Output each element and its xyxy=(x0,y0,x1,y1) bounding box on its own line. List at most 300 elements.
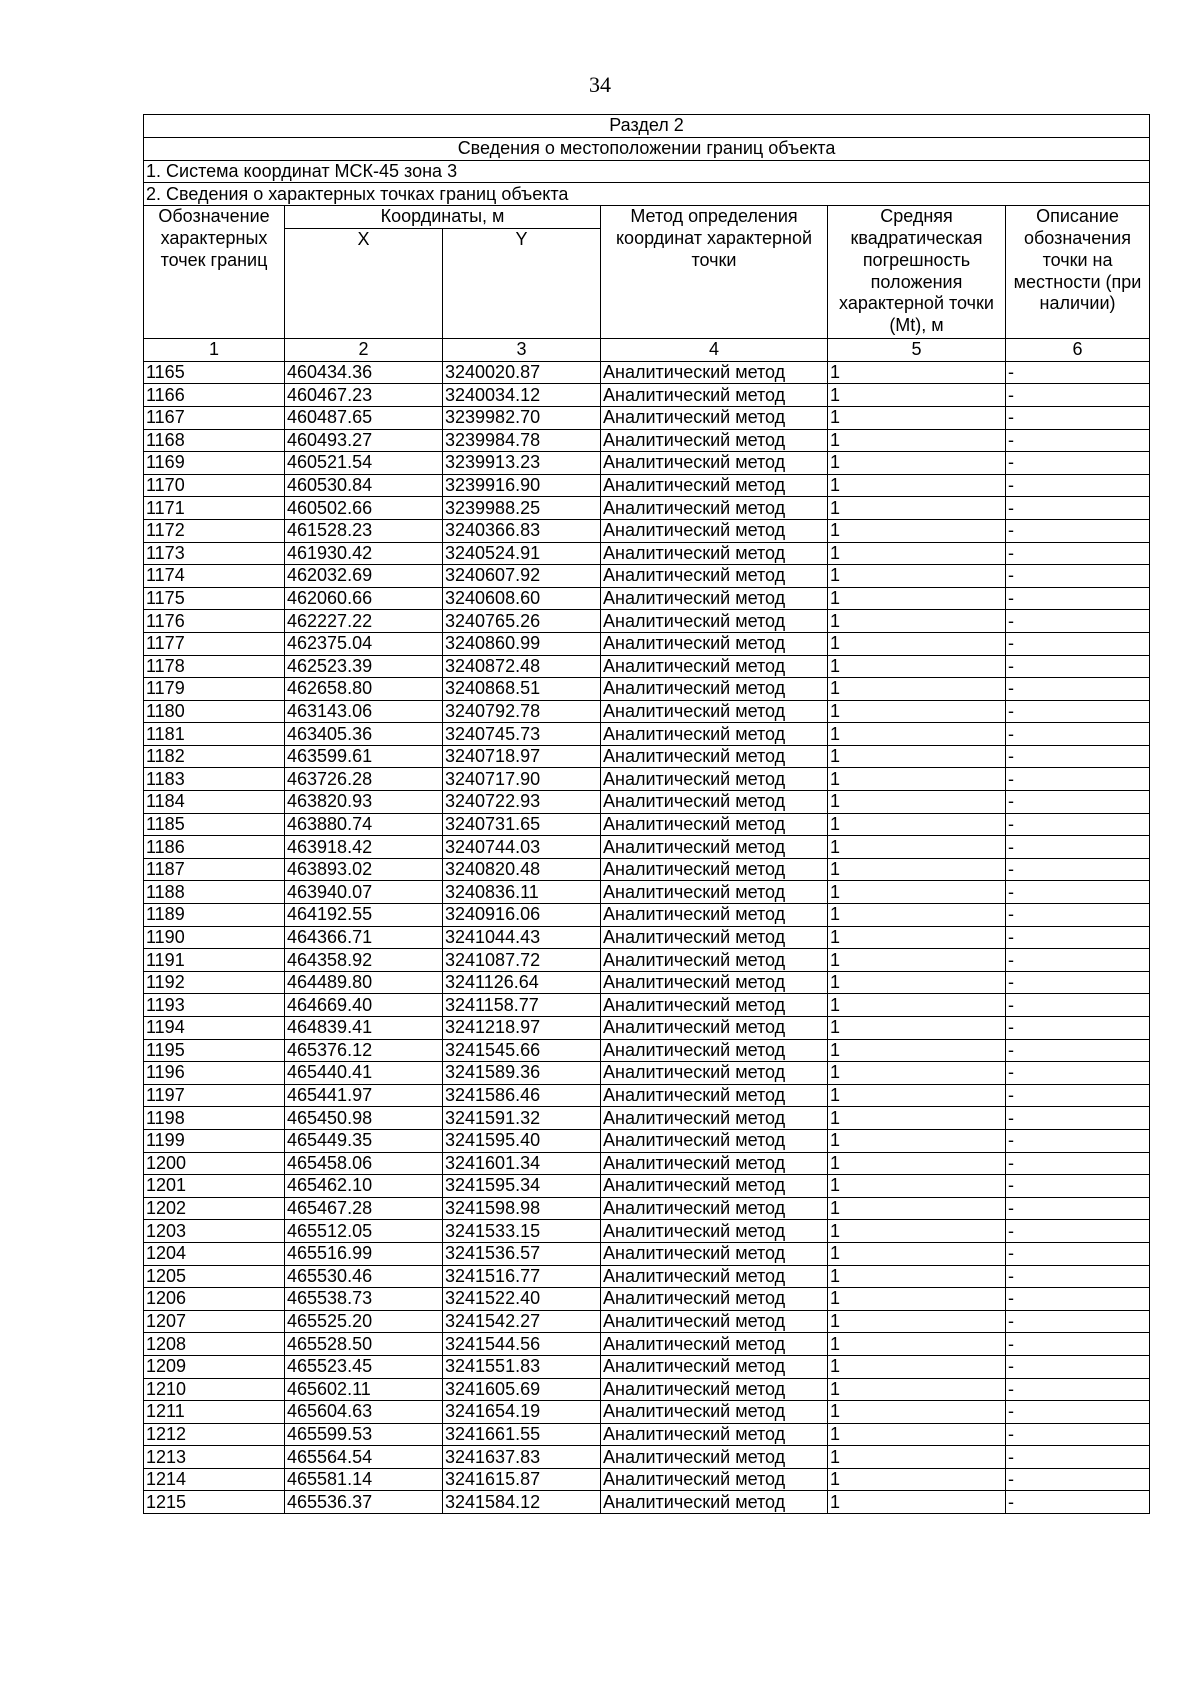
point-id-cell: 1171 xyxy=(144,497,285,520)
table-row xyxy=(144,1401,1150,1424)
header-y: Y xyxy=(443,228,601,338)
error-cell: 1 xyxy=(828,474,1006,497)
header-method: Метод определения координат характерной точки xyxy=(601,206,828,339)
point-id-cell: 1194 xyxy=(144,1017,285,1040)
description-cell: - xyxy=(1006,836,1150,859)
table-row xyxy=(144,836,1150,859)
table-row xyxy=(144,1062,1150,1085)
x-coordinate-cell: 465536.37 xyxy=(285,1491,443,1514)
point-id-cell: 1208 xyxy=(144,1333,285,1356)
y-coordinate-cell: 3241544.56 xyxy=(443,1333,601,1356)
table-row xyxy=(144,474,1150,497)
table-row xyxy=(144,565,1150,588)
y-coordinate-cell: 3240872.48 xyxy=(443,655,601,678)
table-row xyxy=(144,1152,1150,1175)
description-cell: - xyxy=(1006,1446,1150,1469)
x-coordinate-cell: 463880.74 xyxy=(285,813,443,836)
error-cell: 1 xyxy=(828,1288,1006,1311)
table-row xyxy=(144,1220,1150,1243)
method-cell: Аналитический метод xyxy=(601,1265,828,1288)
table-row xyxy=(144,971,1150,994)
y-coordinate-cell: 3241605.69 xyxy=(443,1378,601,1401)
error-cell: 1 xyxy=(828,587,1006,610)
x-coordinate-cell: 465440.41 xyxy=(285,1062,443,1085)
table-row xyxy=(144,678,1150,701)
y-coordinate-cell: 3241545.66 xyxy=(443,1039,601,1062)
point-id-cell: 1172 xyxy=(144,519,285,542)
x-coordinate-cell: 463918.42 xyxy=(285,836,443,859)
y-coordinate-cell: 3240868.51 xyxy=(443,678,601,701)
error-cell: 1 xyxy=(828,1446,1006,1469)
x-coordinate-cell: 465581.14 xyxy=(285,1468,443,1491)
description-cell: - xyxy=(1006,384,1150,407)
point-id-cell: 1191 xyxy=(144,949,285,972)
x-coordinate-cell: 465449.35 xyxy=(285,1129,443,1152)
method-cell: Аналитический метод xyxy=(601,1220,828,1243)
point-id-cell: 1202 xyxy=(144,1197,285,1220)
point-id-cell: 1213 xyxy=(144,1446,285,1469)
column-number: 1 xyxy=(144,338,285,361)
description-cell: - xyxy=(1006,497,1150,520)
method-cell: Аналитический метод xyxy=(601,1378,828,1401)
error-cell: 1 xyxy=(828,632,1006,655)
error-cell: 1 xyxy=(828,836,1006,859)
method-cell: Аналитический метод xyxy=(601,1423,828,1446)
point-id-cell: 1210 xyxy=(144,1378,285,1401)
table-row xyxy=(144,406,1150,429)
table-row xyxy=(144,904,1150,927)
description-cell: - xyxy=(1006,1107,1150,1130)
x-coordinate-cell: 462658.80 xyxy=(285,678,443,701)
x-coordinate-cell: 462375.04 xyxy=(285,632,443,655)
x-coordinate-cell: 462227.22 xyxy=(285,610,443,633)
x-coordinate-cell: 465376.12 xyxy=(285,1039,443,1062)
method-cell: Аналитический метод xyxy=(601,1242,828,1265)
description-cell: - xyxy=(1006,1017,1150,1040)
method-cell: Аналитический метод xyxy=(601,497,828,520)
method-cell: Аналитический метод xyxy=(601,1288,828,1311)
table-row xyxy=(144,1197,1150,1220)
description-cell: - xyxy=(1006,1129,1150,1152)
table-row xyxy=(144,1017,1150,1040)
method-cell: Аналитический метод xyxy=(601,1062,828,1085)
description-cell: - xyxy=(1006,904,1150,927)
description-cell: - xyxy=(1006,1197,1150,1220)
description-cell: - xyxy=(1006,1175,1150,1198)
x-coordinate-cell: 464358.92 xyxy=(285,949,443,972)
method-cell: Аналитический метод xyxy=(601,474,828,497)
error-cell: 1 xyxy=(828,881,1006,904)
y-coordinate-cell: 3241661.55 xyxy=(443,1423,601,1446)
description-cell: - xyxy=(1006,587,1150,610)
y-coordinate-cell: 3241218.97 xyxy=(443,1017,601,1040)
description-cell: - xyxy=(1006,542,1150,565)
description-cell: - xyxy=(1006,700,1150,723)
method-cell: Аналитический метод xyxy=(601,429,828,452)
method-cell: Аналитический метод xyxy=(601,994,828,1017)
table-row xyxy=(144,519,1150,542)
table-row xyxy=(144,1423,1150,1446)
point-id-cell: 1187 xyxy=(144,858,285,881)
point-id-cell: 1189 xyxy=(144,904,285,927)
description-cell: - xyxy=(1006,994,1150,1017)
error-cell: 1 xyxy=(828,519,1006,542)
error-cell: 1 xyxy=(828,1197,1006,1220)
column-number: 6 xyxy=(1006,338,1150,361)
column-numbers-row xyxy=(144,338,1150,361)
point-id-cell: 1199 xyxy=(144,1129,285,1152)
x-coordinate-cell: 465530.46 xyxy=(285,1265,443,1288)
description-cell: - xyxy=(1006,791,1150,814)
y-coordinate-cell: 3239982.70 xyxy=(443,406,601,429)
description-cell: - xyxy=(1006,565,1150,588)
description-cell: - xyxy=(1006,452,1150,475)
x-coordinate-cell: 464489.80 xyxy=(285,971,443,994)
point-id-cell: 1183 xyxy=(144,768,285,791)
y-coordinate-cell: 3240718.97 xyxy=(443,745,601,768)
y-coordinate-cell: 3241126.64 xyxy=(443,971,601,994)
error-cell: 1 xyxy=(828,1084,1006,1107)
point-id-cell: 1193 xyxy=(144,994,285,1017)
y-coordinate-cell: 3240717.90 xyxy=(443,768,601,791)
error-cell: 1 xyxy=(828,858,1006,881)
method-cell: Аналитический метод xyxy=(601,565,828,588)
x-coordinate-cell: 465538.73 xyxy=(285,1288,443,1311)
y-coordinate-cell: 3241589.36 xyxy=(443,1062,601,1085)
y-coordinate-cell: 3241601.34 xyxy=(443,1152,601,1175)
description-cell: - xyxy=(1006,1310,1150,1333)
header-description: Описание обозначения точки на местности (при наличии) xyxy=(1006,206,1150,339)
point-id-cell: 1205 xyxy=(144,1265,285,1288)
method-cell: Аналитический метод xyxy=(601,949,828,972)
x-coordinate-cell: 465458.06 xyxy=(285,1152,443,1175)
table-row xyxy=(144,1310,1150,1333)
method-cell: Аналитический метод xyxy=(601,519,828,542)
x-coordinate-cell: 460521.54 xyxy=(285,452,443,475)
x-coordinate-cell: 461528.23 xyxy=(285,519,443,542)
x-coordinate-cell: 463405.36 xyxy=(285,723,443,746)
method-cell: Аналитический метод xyxy=(601,926,828,949)
description-cell: - xyxy=(1006,632,1150,655)
y-coordinate-cell: 3240607.92 xyxy=(443,565,601,588)
y-coordinate-cell: 3240020.87 xyxy=(443,361,601,384)
point-id-cell: 1181 xyxy=(144,723,285,746)
point-id-cell: 1212 xyxy=(144,1423,285,1446)
point-id-cell: 1211 xyxy=(144,1401,285,1424)
table-row xyxy=(144,1107,1150,1130)
x-coordinate-cell: 465599.53 xyxy=(285,1423,443,1446)
column-number: 5 xyxy=(828,338,1006,361)
point-id-cell: 1204 xyxy=(144,1242,285,1265)
x-coordinate-cell: 460434.36 xyxy=(285,361,443,384)
x-coordinate-cell: 465450.98 xyxy=(285,1107,443,1130)
method-cell: Аналитический метод xyxy=(601,1401,828,1424)
error-cell: 1 xyxy=(828,1107,1006,1130)
x-coordinate-cell: 465604.63 xyxy=(285,1401,443,1424)
y-coordinate-cell: 3239988.25 xyxy=(443,497,601,520)
y-coordinate-cell: 3241598.98 xyxy=(443,1197,601,1220)
point-id-cell: 1201 xyxy=(144,1175,285,1198)
description-cell: - xyxy=(1006,406,1150,429)
description-cell: - xyxy=(1006,1242,1150,1265)
method-cell: Аналитический метод xyxy=(601,700,828,723)
x-coordinate-cell: 460493.27 xyxy=(285,429,443,452)
y-coordinate-cell: 3241586.46 xyxy=(443,1084,601,1107)
error-cell: 1 xyxy=(828,768,1006,791)
point-id-cell: 1184 xyxy=(144,791,285,814)
error-cell: 1 xyxy=(828,565,1006,588)
table-row xyxy=(144,610,1150,633)
method-cell: Аналитический метод xyxy=(601,1107,828,1130)
method-cell: Аналитический метод xyxy=(601,1491,828,1514)
point-id-cell: 1178 xyxy=(144,655,285,678)
point-id-cell: 1209 xyxy=(144,1355,285,1378)
y-coordinate-cell: 3241584.12 xyxy=(443,1491,601,1514)
y-coordinate-cell: 3240792.78 xyxy=(443,700,601,723)
header-x: X xyxy=(285,228,443,338)
description-cell: - xyxy=(1006,1220,1150,1243)
point-id-cell: 1173 xyxy=(144,542,285,565)
error-cell: 1 xyxy=(828,700,1006,723)
table-row xyxy=(144,745,1150,768)
x-coordinate-cell: 464839.41 xyxy=(285,1017,443,1040)
table-row xyxy=(144,1084,1150,1107)
x-coordinate-cell: 460487.65 xyxy=(285,406,443,429)
points-heading: 2. Сведения о характерных точках границ объекта xyxy=(144,183,1150,206)
error-cell: 1 xyxy=(828,1333,1006,1356)
point-id-cell: 1174 xyxy=(144,565,285,588)
table-row xyxy=(144,700,1150,723)
method-cell: Аналитический метод xyxy=(601,1084,828,1107)
method-cell: Аналитический метод xyxy=(601,361,828,384)
y-coordinate-cell: 3240034.12 xyxy=(443,384,601,407)
x-coordinate-cell: 465528.50 xyxy=(285,1333,443,1356)
method-cell: Аналитический метод xyxy=(601,1129,828,1152)
y-coordinate-cell: 3239984.78 xyxy=(443,429,601,452)
error-cell: 1 xyxy=(828,949,1006,972)
method-cell: Аналитический метод xyxy=(601,1175,828,1198)
y-coordinate-cell: 3240608.60 xyxy=(443,587,601,610)
table-row xyxy=(144,1355,1150,1378)
y-coordinate-cell: 3241533.15 xyxy=(443,1220,601,1243)
x-coordinate-cell: 464669.40 xyxy=(285,994,443,1017)
y-coordinate-cell: 3240744.03 xyxy=(443,836,601,859)
x-coordinate-cell: 462032.69 xyxy=(285,565,443,588)
error-cell: 1 xyxy=(828,610,1006,633)
x-coordinate-cell: 465525.20 xyxy=(285,1310,443,1333)
x-coordinate-cell: 465467.28 xyxy=(285,1197,443,1220)
header-designation: Обозначение характерных точек границ xyxy=(144,206,285,339)
table-row xyxy=(144,1333,1150,1356)
method-cell: Аналитический метод xyxy=(601,791,828,814)
table-row xyxy=(144,881,1150,904)
method-cell: Аналитический метод xyxy=(601,971,828,994)
x-coordinate-cell: 463599.61 xyxy=(285,745,443,768)
point-id-cell: 1215 xyxy=(144,1491,285,1514)
column-number: 4 xyxy=(601,338,828,361)
y-coordinate-cell: 3241087.72 xyxy=(443,949,601,972)
description-cell: - xyxy=(1006,1491,1150,1514)
table-row xyxy=(144,452,1150,475)
table-row xyxy=(144,429,1150,452)
error-cell: 1 xyxy=(828,1310,1006,1333)
table-row xyxy=(144,1446,1150,1469)
point-id-cell: 1179 xyxy=(144,678,285,701)
y-coordinate-cell: 3240366.83 xyxy=(443,519,601,542)
description-cell: - xyxy=(1006,1423,1150,1446)
description-cell: - xyxy=(1006,1401,1150,1424)
method-cell: Аналитический метод xyxy=(601,1468,828,1491)
y-coordinate-cell: 3240916.06 xyxy=(443,904,601,927)
description-cell: - xyxy=(1006,813,1150,836)
point-id-cell: 1186 xyxy=(144,836,285,859)
method-cell: Аналитический метод xyxy=(601,542,828,565)
x-coordinate-cell: 464192.55 xyxy=(285,904,443,927)
table-row xyxy=(144,1175,1150,1198)
y-coordinate-cell: 3240524.91 xyxy=(443,542,601,565)
table-row xyxy=(144,1129,1150,1152)
point-id-cell: 1185 xyxy=(144,813,285,836)
column-number: 3 xyxy=(443,338,601,361)
description-cell: - xyxy=(1006,971,1150,994)
method-cell: Аналитический метод xyxy=(601,610,828,633)
y-coordinate-cell: 3240722.93 xyxy=(443,791,601,814)
header-error: Средняя квадратическая погрешность положения характерной точки (Mt), м xyxy=(828,206,1006,339)
table-row xyxy=(144,587,1150,610)
point-id-cell: 1170 xyxy=(144,474,285,497)
point-id-cell: 1206 xyxy=(144,1288,285,1311)
error-cell: 1 xyxy=(828,723,1006,746)
description-cell: - xyxy=(1006,610,1150,633)
table-row xyxy=(144,1378,1150,1401)
y-coordinate-cell: 3240731.65 xyxy=(443,813,601,836)
error-cell: 1 xyxy=(828,994,1006,1017)
y-coordinate-cell: 3241536.57 xyxy=(443,1242,601,1265)
description-cell: - xyxy=(1006,745,1150,768)
point-id-cell: 1177 xyxy=(144,632,285,655)
error-cell: 1 xyxy=(828,497,1006,520)
y-coordinate-cell: 3240745.73 xyxy=(443,723,601,746)
description-cell: - xyxy=(1006,474,1150,497)
table-row xyxy=(144,723,1150,746)
description-cell: - xyxy=(1006,723,1150,746)
point-id-cell: 1180 xyxy=(144,700,285,723)
table-row xyxy=(144,542,1150,565)
method-cell: Аналитический метод xyxy=(601,384,828,407)
description-cell: - xyxy=(1006,1084,1150,1107)
method-cell: Аналитический метод xyxy=(601,655,828,678)
method-cell: Аналитический метод xyxy=(601,904,828,927)
table-row xyxy=(144,361,1150,384)
method-cell: Аналитический метод xyxy=(601,881,828,904)
point-id-cell: 1167 xyxy=(144,406,285,429)
point-id-cell: 1182 xyxy=(144,745,285,768)
error-cell: 1 xyxy=(828,1378,1006,1401)
x-coordinate-cell: 465602.11 xyxy=(285,1378,443,1401)
y-coordinate-cell: 3239916.90 xyxy=(443,474,601,497)
error-cell: 1 xyxy=(828,1220,1006,1243)
error-cell: 1 xyxy=(828,429,1006,452)
table-row xyxy=(144,768,1150,791)
error-cell: 1 xyxy=(828,406,1006,429)
section-subtitle: Сведения о местоположении границ объекта xyxy=(144,137,1150,160)
x-coordinate-cell: 462060.66 xyxy=(285,587,443,610)
method-cell: Аналитический метод xyxy=(601,858,828,881)
description-cell: - xyxy=(1006,1355,1150,1378)
page-number: 34 xyxy=(589,72,611,97)
description-cell: - xyxy=(1006,881,1150,904)
section-title: Раздел 2 xyxy=(144,115,1150,138)
error-cell: 1 xyxy=(828,361,1006,384)
table-row xyxy=(144,632,1150,655)
error-cell: 1 xyxy=(828,542,1006,565)
error-cell: 1 xyxy=(828,904,1006,927)
method-cell: Аналитический метод xyxy=(601,1017,828,1040)
y-coordinate-cell: 3241551.83 xyxy=(443,1355,601,1378)
y-coordinate-cell: 3241542.27 xyxy=(443,1310,601,1333)
error-cell: 1 xyxy=(828,1039,1006,1062)
y-coordinate-cell: 3240860.99 xyxy=(443,632,601,655)
x-coordinate-cell: 463820.93 xyxy=(285,791,443,814)
coordinate-system: 1. Система координат МСК-45 зона 3 xyxy=(144,160,1150,183)
x-coordinate-cell: 465516.99 xyxy=(285,1242,443,1265)
error-cell: 1 xyxy=(828,1129,1006,1152)
y-coordinate-cell: 3241615.87 xyxy=(443,1468,601,1491)
table-row xyxy=(144,1468,1150,1491)
method-cell: Аналитический метод xyxy=(601,1355,828,1378)
error-cell: 1 xyxy=(828,678,1006,701)
y-coordinate-cell: 3241522.40 xyxy=(443,1288,601,1311)
x-coordinate-cell: 465441.97 xyxy=(285,1084,443,1107)
x-coordinate-cell: 464366.71 xyxy=(285,926,443,949)
y-coordinate-cell: 3240836.11 xyxy=(443,881,601,904)
method-cell: Аналитический метод xyxy=(601,1197,828,1220)
method-cell: Аналитический метод xyxy=(601,836,828,859)
x-coordinate-cell: 463143.06 xyxy=(285,700,443,723)
y-coordinate-cell: 3241044.43 xyxy=(443,926,601,949)
error-cell: 1 xyxy=(828,1175,1006,1198)
point-id-cell: 1175 xyxy=(144,587,285,610)
x-coordinate-cell: 465564.54 xyxy=(285,1446,443,1469)
error-cell: 1 xyxy=(828,971,1006,994)
error-cell: 1 xyxy=(828,926,1006,949)
point-id-cell: 1190 xyxy=(144,926,285,949)
y-coordinate-cell: 3240820.48 xyxy=(443,858,601,881)
description-cell: - xyxy=(1006,1265,1150,1288)
table-row xyxy=(144,497,1150,520)
table-row xyxy=(144,384,1150,407)
point-id-cell: 1203 xyxy=(144,1220,285,1243)
error-cell: 1 xyxy=(828,745,1006,768)
x-coordinate-cell: 461930.42 xyxy=(285,542,443,565)
y-coordinate-cell: 3241595.34 xyxy=(443,1175,601,1198)
description-cell: - xyxy=(1006,1062,1150,1085)
description-cell: - xyxy=(1006,519,1150,542)
point-id-cell: 1200 xyxy=(144,1152,285,1175)
method-cell: Аналитический метод xyxy=(601,1333,828,1356)
method-cell: Аналитический метод xyxy=(601,1310,828,1333)
error-cell: 1 xyxy=(828,1265,1006,1288)
error-cell: 1 xyxy=(828,655,1006,678)
x-coordinate-cell: 460467.23 xyxy=(285,384,443,407)
method-cell: Аналитический метод xyxy=(601,1039,828,1062)
method-cell: Аналитический метод xyxy=(601,1446,828,1469)
method-cell: Аналитический метод xyxy=(601,452,828,475)
method-cell: Аналитический метод xyxy=(601,768,828,791)
point-id-cell: 1188 xyxy=(144,881,285,904)
error-cell: 1 xyxy=(828,1355,1006,1378)
description-cell: - xyxy=(1006,1288,1150,1311)
